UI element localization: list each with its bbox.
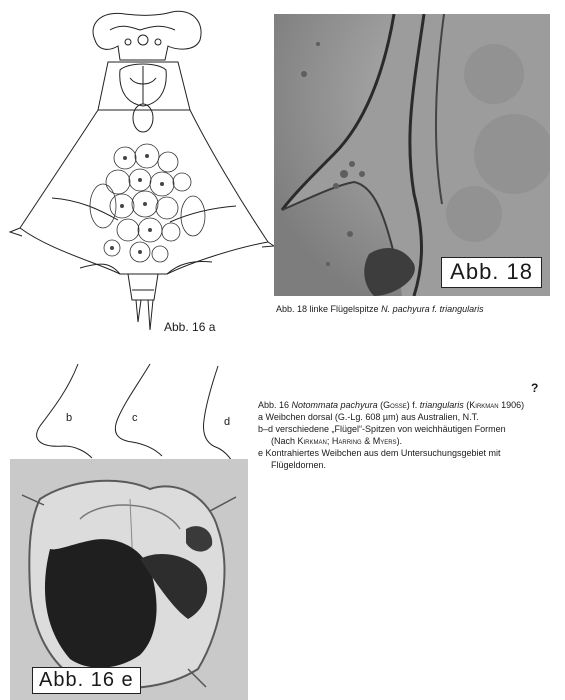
figure-16-caption bbox=[258, 399, 563, 471]
caption-title-paren2: ( bbox=[463, 400, 470, 410]
caption-title-mid: ) f. bbox=[406, 400, 420, 410]
caption-title-form: triangularis bbox=[419, 400, 464, 410]
wing-tip-c-label: c bbox=[132, 412, 138, 424]
caption-bd-sep: ; bbox=[326, 436, 332, 446]
caption-title-author2: Kirkman bbox=[469, 400, 499, 410]
wing-tip-b-label: b bbox=[66, 412, 73, 424]
figure-16-caption-title bbox=[258, 399, 563, 411]
wing-tip-d-label: d bbox=[224, 416, 231, 428]
caption-title-species: Notommata pachyura bbox=[291, 400, 378, 410]
figure-16-caption-e: e Kontrahiertes Weibchen aus dem Untersuchungsgebiet mit bbox=[258, 448, 501, 458]
figure-18-caption-prefix: Abb. 18 linke Flügelspitze bbox=[276, 304, 382, 314]
caption-bd-open: (Nach bbox=[271, 436, 298, 446]
caption-bd-author-b: Harring & Myers bbox=[331, 436, 397, 446]
question-mark: ? bbox=[531, 381, 539, 395]
figure-16-caption-a: a Weibchen dorsal (G.-Lg. 608 µm) aus Australien, N.T. bbox=[258, 412, 479, 422]
figure-16e-photo bbox=[10, 459, 248, 700]
caption-bd-close: ). bbox=[396, 436, 403, 446]
caption-title-year: 1906) bbox=[498, 400, 525, 410]
caption-title-paren: ( bbox=[377, 400, 384, 410]
figure-16bcd-drawing bbox=[30, 360, 250, 470]
figure-16a-label: Abb. 16 a bbox=[164, 320, 216, 334]
figure-16a-drawing bbox=[0, 0, 275, 345]
caption-bd-author-a: Kirkman bbox=[297, 436, 327, 446]
figure-18-caption-species: N. pachyura f. triangularis bbox=[381, 304, 484, 314]
caption-title-author: Gosse bbox=[383, 400, 407, 410]
figure-18-photo bbox=[274, 14, 550, 296]
figure-16-caption-bd-source bbox=[258, 435, 563, 447]
caption-title-prefix: Abb. 16 bbox=[258, 400, 292, 410]
figure-16-caption-bd: b–d verschiedene „Flügel“-Spitzen von weichhäutigen Formen bbox=[258, 424, 506, 434]
figure-16-caption-e2: Flügeldornen. bbox=[271, 460, 327, 470]
figure-16e-tag: Abb. 16 e bbox=[32, 667, 141, 694]
figure-18-tag: Abb. 18 bbox=[441, 257, 542, 288]
figure-18-caption bbox=[276, 304, 484, 314]
